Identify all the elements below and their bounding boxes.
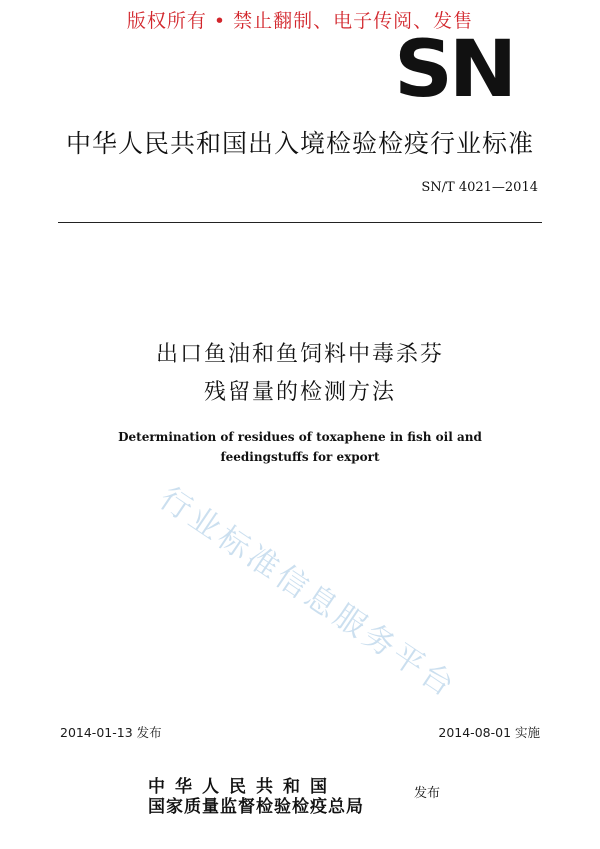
chinese-title bbox=[0, 336, 600, 412]
english-title-line1: Determination of residues of toxaphene in fish oil and bbox=[118, 430, 482, 444]
chinese-title-line2: 残留量的检测方法 bbox=[203, 380, 396, 405]
issue-date: 2014-01-13 发布 bbox=[60, 725, 162, 740]
english-title bbox=[0, 427, 600, 467]
issuer-block bbox=[0, 772, 600, 817]
english-title-line2: feedingstuffs for export bbox=[220, 450, 380, 464]
standard-number: SN/T 4021—2014 bbox=[421, 180, 538, 195]
issued-label: 发布 bbox=[414, 786, 441, 801]
organization-title: 中华人民共和国出入境检验检疫行业标准 bbox=[65, 129, 534, 158]
implementation-date: 2014-08-01 实施 bbox=[438, 725, 540, 740]
header-divider bbox=[58, 222, 542, 223]
watermark: 行业标准信息服务平台 bbox=[152, 480, 464, 706]
chinese-title-line1: 出口鱼油和鱼饲料中毒杀芬 bbox=[155, 342, 444, 367]
issuer-line2: 国家质量监督检验检疫总局 bbox=[148, 797, 364, 817]
issuer-line1: 中华人民共和国 bbox=[148, 777, 337, 797]
copyright-notice: 版权所有 • 禁止翻制、电子传阅、发售 bbox=[126, 10, 474, 32]
sn-logo: SN bbox=[394, 25, 514, 115]
